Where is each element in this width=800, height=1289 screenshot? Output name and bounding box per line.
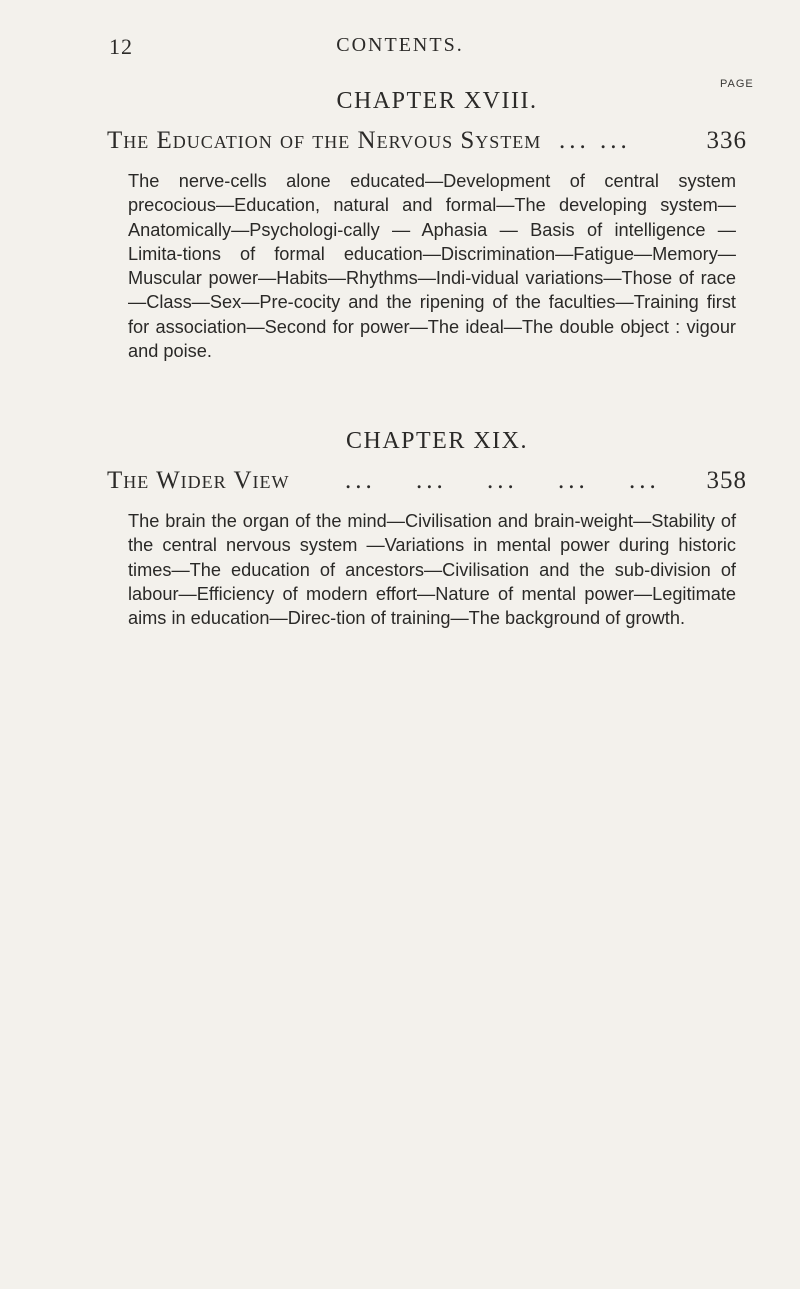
chapter-xix-entry xyxy=(107,428,747,630)
chapter-title: The Wider View xyxy=(107,467,290,494)
chapter-title-row xyxy=(107,127,747,157)
chapter-title: The Education of the Nervous System xyxy=(107,127,542,154)
chapter-xviii-entry xyxy=(107,88,747,363)
chapter-synopsis: The nerve-cells alone educated—Development of central system precocious—Education, natural and formal—The developing system—Anatomically—Psychologi-cally — Aphasia — Basis of intelligence — Limita-tions of formal education—Discrimination—Fatigue—Memory—Muscular power—Habits—Rhythms—Indi-vidual variations—Those of race—Class—Sex—Pre-cocity and the ripening of the faculties—Training first for association—Second for power—The ideal—The double object : vigour and poise. xyxy=(128,171,736,362)
chapter-page-number: 358 xyxy=(706,467,747,494)
running-head xyxy=(0,34,800,64)
page-column-label: PAGE xyxy=(720,78,754,90)
chapter-title-row xyxy=(107,467,747,497)
page-number: 12 xyxy=(109,34,133,59)
chapter-heading: CHAPTER XIX. xyxy=(345,428,528,454)
chapter-page-number: 336 xyxy=(706,127,747,154)
chapter-synopsis: The brain the organ of the mind—Civilisation and brain-weight—Stability of the central nervous system —Variations in mental power during historic times—The education of ancestors—Civilisation and the sub-division of labour—Efficiency of modern effort—Nature of mental power—Legitimate aims in education—Direc-tion of training—The background of growth. xyxy=(128,511,736,629)
chapter-heading: CHAPTER XVIII. xyxy=(336,88,538,114)
running-title: CONTENTS. xyxy=(336,34,464,56)
dot-leader: ... ... ... ... ... xyxy=(345,467,660,494)
dot-leader: ... ... xyxy=(559,127,631,154)
